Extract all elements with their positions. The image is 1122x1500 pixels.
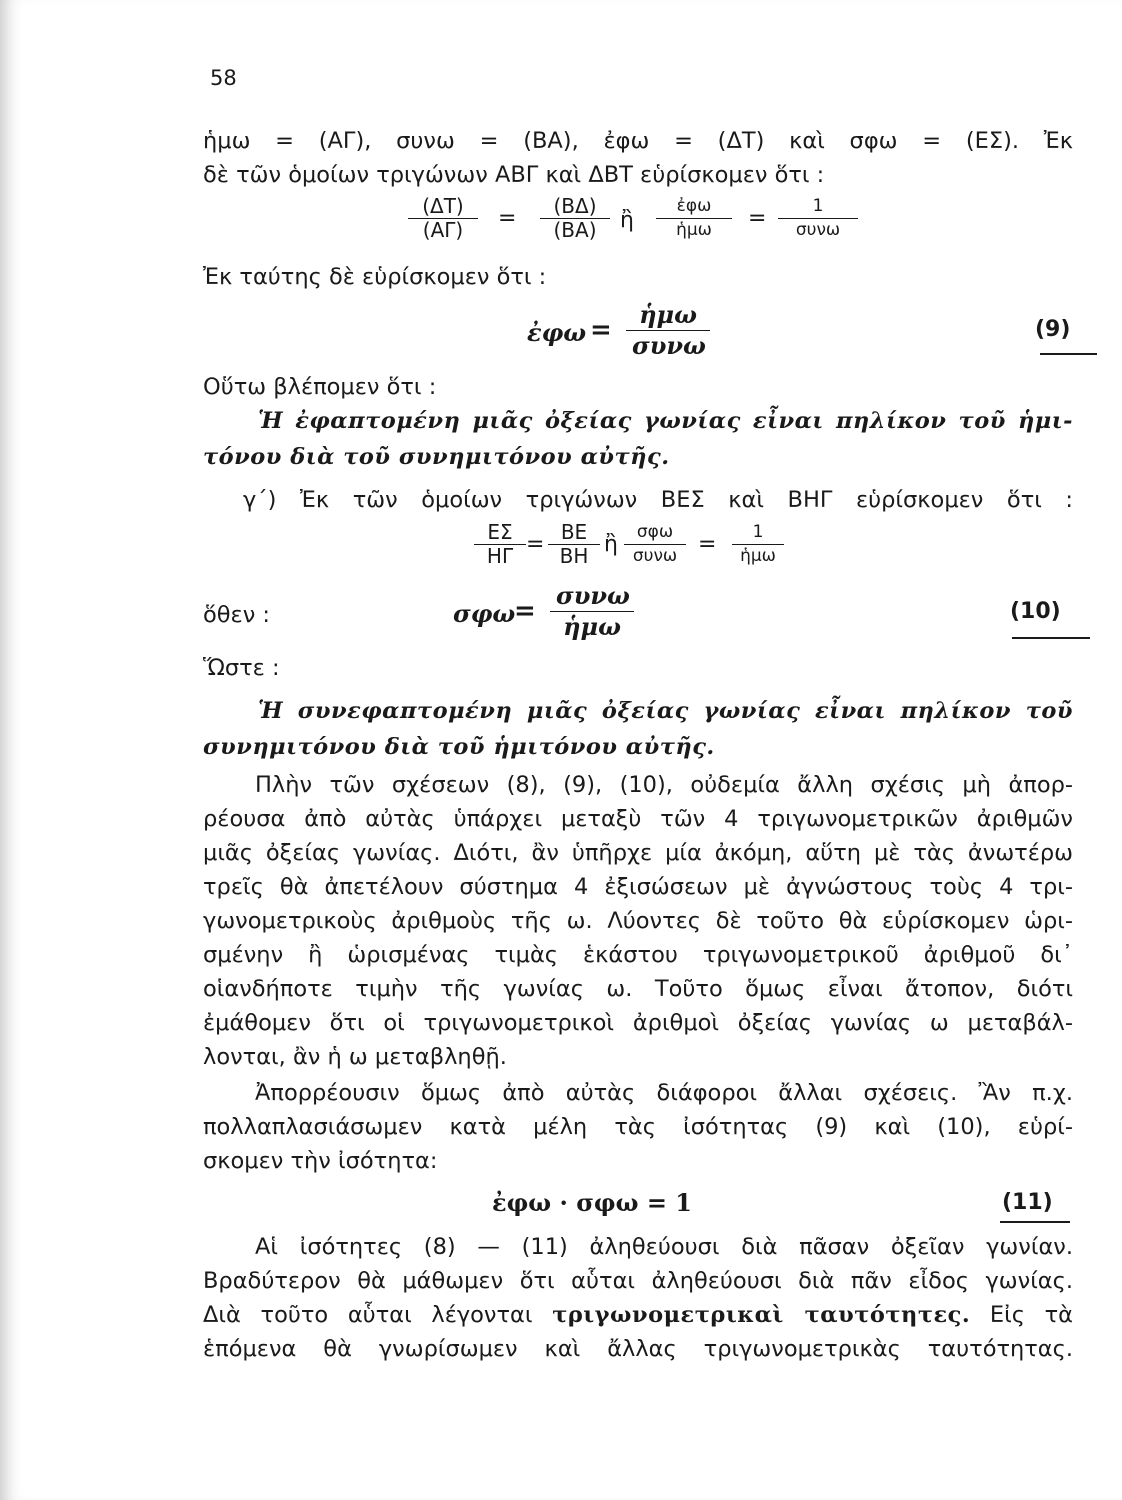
paragraph-line: γωνομετρικοὺς ἀριθμοὺς τῆς ω. Λύοντες δὲ τοῦτο θὰ εὑρίσκομεν ὡρι-: [203, 908, 1073, 934]
fraction: [550, 581, 634, 642]
text-line: δὲ τῶν ὁμοίων τριγώνων ΑΒΓ καὶ ΔΒΤ εὑρίσκομεν ὅτι :: [203, 162, 825, 188]
fraction: [732, 521, 784, 568]
equals-sign: =: [526, 532, 545, 557]
denominator: ἡμω: [656, 218, 732, 242]
paragraph-line: τρεῖς θὰ ἀπετέλουν σύστημα 4 ἐξισώσεων μὲ ἀγνώστους τοὺς 4 τρι-: [203, 874, 1073, 900]
text-line: γ΄) Ἐκ τῶν ὁμοίων τριγώνων ΒΕΣ καὶ ΒΗΓ εὑρίσκομεν ὅτι :: [243, 487, 1073, 513]
numerator: 1: [812, 196, 824, 216]
theorem-line: Ἡ συνεφαπτομένη μιᾶς ὀξείας γωνίας εἶναι πηλίκον τοῦ: [258, 698, 1073, 724]
fraction: [474, 521, 526, 568]
numerator: (ΒΔ): [553, 194, 597, 218]
text-line: ἡμω = (ΑΓ), συνω = (ΒΑ), ἐφω = (ΔΤ) καὶ σφω = (ΕΣ). Ἐκ: [203, 128, 1073, 154]
equation-underline: [1040, 353, 1097, 355]
fraction: [778, 195, 858, 242]
paragraph-line: Αἱ ἰσότητες (8) — (11) ἀληθεύουσι διὰ πᾶσαν ὀξεῖαν γωνίαν.: [255, 1234, 1073, 1260]
numerator: 1: [752, 522, 764, 542]
equals-sign: =: [514, 596, 536, 626]
theorem-line: συνημιτόνου διὰ τοῦ ἡμιτόνου αὐτῆς.: [203, 734, 715, 760]
theorem-line: τόνου διὰ τοῦ συνημιτόνου αὐτῆς.: [203, 444, 670, 470]
paragraph-line: ρέουσα ἀπὸ αὐτὰς ὑπάρχει μεταξὺ τῶν 4 τριγωνομετρικῶν ἀριθμῶν: [203, 806, 1073, 832]
text-span: Εἰς τὰ: [970, 1302, 1073, 1328]
equation-lhs: σφω: [453, 599, 516, 628]
paragraph-line: οἱανδήποτε τιμὴν τῆς γωνίας ω. Τοῦτο ὅμως εἶναι ἄτοπον, διότι: [203, 976, 1073, 1002]
fraction: [624, 521, 686, 568]
equals-sign: =: [698, 532, 717, 557]
text-line: Ὥστε :: [203, 655, 280, 681]
paragraph-line: Ἀπορρέουσιν ὅμως ἀπὸ αὐτὰς διάφοροι ἄλλαι σχέσεις. Ἂν π.χ.: [255, 1080, 1073, 1106]
numerator: ΒΕ: [560, 520, 588, 544]
paragraph-line: Βραδύτερον θὰ μάθωμεν ὅτι αὗται ἀληθεύουσι διὰ πᾶν εἶδος γωνίας.: [203, 1268, 1073, 1294]
denominator: (ΒΑ): [540, 218, 610, 242]
theorem-line: Ἡ ἐφαπτομένη μιᾶς ὀξείας γωνίας εἶναι πηλίκον τοῦ ἡμι-: [258, 408, 1073, 434]
equation-number: (11): [1002, 1190, 1053, 1215]
denominator: ἡμω: [732, 544, 784, 568]
text-span: Διὰ τοῦτο αὗται λέγονται: [203, 1302, 553, 1328]
text-line: Οὕτω βλέπομεν ὅτι :: [203, 374, 437, 400]
numerator: ἡμω: [639, 300, 697, 329]
paragraph-line: πολλαπλασιάσωμεν κατὰ μέλη τὰς ἰσότητας (9) καὶ (10), εὑρί-: [203, 1114, 1073, 1140]
fraction: [626, 300, 710, 361]
denominator: συνω: [626, 330, 710, 361]
numerator: συνω: [556, 581, 630, 610]
paragraph-line: λονται, ἂν ἡ ω μεταβληθῇ.: [203, 1044, 507, 1070]
equals-sign: =: [498, 206, 517, 231]
denominator: ΒΗ: [548, 544, 600, 568]
bold-term: τριγωνομετρικαὶ ταυτότητες.: [552, 1302, 971, 1328]
fraction: [540, 195, 610, 242]
equation-text: ἐφω · σφω = 1: [492, 1188, 693, 1217]
or-word: ἢ: [620, 208, 634, 233]
paragraph-line: Πλὴν τῶν σχέσεων (8), (9), (10), οὐδεμία ἄλλη σχέσις μὴ ἀπορ-: [255, 772, 1073, 798]
fraction: [548, 521, 600, 568]
paragraph-line: ἐμάθομεν ὅτι οἱ τριγωνομετρικοὶ ἀριθμοὶ ὀξείας γωνίας ω μεταβάλ-: [203, 1010, 1073, 1036]
paragraph-line: μιᾶς ὀξείας γωνίας. Διότι, ἂν ὑπῆρχε μία ἀκόμη, αὕτη μὲ τὰς ἀνωτέρω: [203, 840, 1073, 866]
fraction: [408, 195, 478, 242]
denominator: συνω: [778, 218, 858, 242]
numerator: ἐφω: [676, 196, 712, 216]
numerator: σφω: [636, 522, 674, 542]
equals-sign: =: [590, 315, 612, 345]
denominator: συνω: [624, 544, 686, 568]
or-word: ἢ: [604, 532, 618, 557]
denominator: ἡμω: [550, 611, 634, 642]
numerator: (ΔΤ): [422, 194, 464, 218]
fraction: [656, 195, 732, 242]
denominator: (ΑΓ): [408, 218, 478, 242]
equation-underline: [1012, 637, 1090, 639]
paragraph-line: σμένην ἢ ὡρισμένας τιμὰς ἑκάστου τριγωνομετρικοῦ ἀριθμοῦ δι᾽: [203, 942, 1073, 968]
page-number: 58: [210, 66, 237, 90]
denominator: ΗΓ: [474, 544, 526, 568]
numerator: ΕΣ: [487, 520, 513, 544]
paragraph-line: ἑπόμενα θὰ γνωρίσωμεν καὶ ἄλλας τριγωνομετρικὰς ταυτότητας.: [203, 1336, 1073, 1362]
equals-sign: =: [748, 206, 767, 231]
text-line: Ἐκ ταύτης δὲ εὑρίσκομεν ὅτι :: [203, 264, 547, 290]
text-line: ὅθεν :: [203, 602, 270, 628]
equation-lhs: ἐφω: [527, 318, 587, 347]
paragraph-line: [203, 1300, 1073, 1330]
equation-number: (10): [1010, 599, 1061, 624]
paragraph-line: σκομεν τὴν ἰσότητα:: [203, 1148, 438, 1174]
equation-underline: [1000, 1221, 1070, 1223]
equation-number: (9): [1035, 317, 1071, 342]
